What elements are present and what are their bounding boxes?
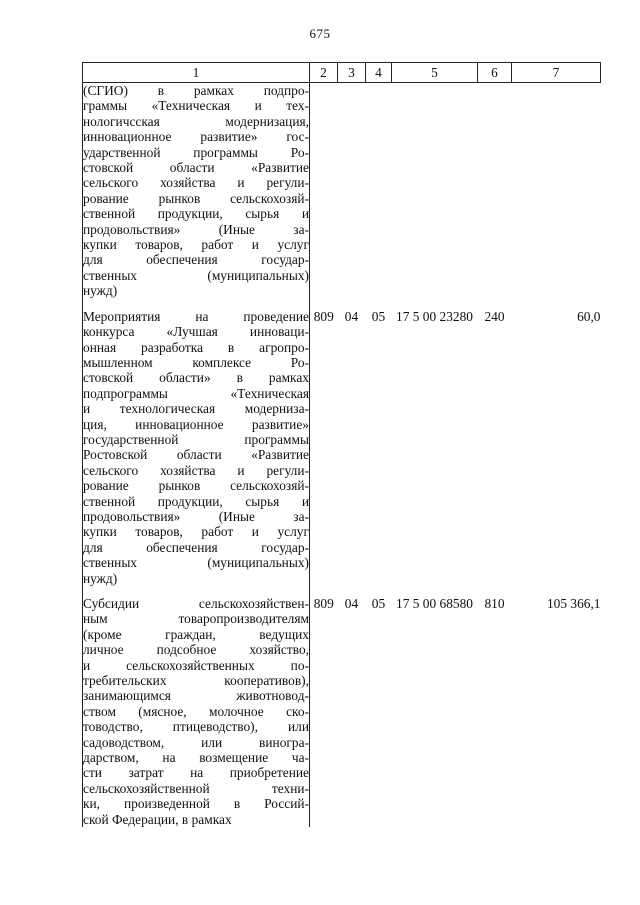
header-row — [83, 63, 601, 83]
description-line: конкурса «Лучшая инноваци- — [83, 324, 309, 340]
table-row — [83, 299, 601, 586]
cell-col-5 — [392, 83, 478, 299]
cell-amount: 60,0 — [577, 308, 601, 324]
cell-col-5: 17 5 00 23280 — [396, 308, 473, 324]
description-line: для обеспечения государ- — [83, 252, 309, 268]
cell-col-2: 809 — [313, 308, 334, 324]
description-line: купки товаров, работ и услуг — [83, 524, 309, 540]
row-description — [83, 586, 310, 827]
description-line: нологичсская модернизация, — [83, 113, 309, 129]
row-description — [83, 83, 310, 299]
description-line: стовской области «Развитие — [83, 160, 309, 176]
description-line: Субсидии сельскохозяйствен- — [83, 596, 309, 611]
description-line: и технологическая модерниза- — [83, 401, 309, 417]
description-line: ственных (муниципальных) — [83, 267, 309, 283]
cell-col-2 — [310, 83, 338, 299]
description-line: (кроме граждан, ведущих — [83, 626, 309, 642]
description-line: ция, инновационное развитие» — [83, 416, 309, 432]
cell-amount — [512, 83, 601, 299]
description-line: Ростовской области «Развитие — [83, 447, 309, 463]
cell-col-3 — [338, 83, 366, 299]
header-col-1: 1 — [83, 63, 310, 83]
description-line: продовольствия» (Иные за- — [83, 508, 309, 524]
cell-col-6: 240 — [484, 308, 505, 324]
cell-amount: 105 366,1 — [546, 596, 601, 611]
cell-col-5: 17 5 00 68580 — [396, 596, 473, 611]
page-number: 675 — [309, 26, 331, 41]
description-line: онная разработка в агропро- — [83, 339, 309, 355]
description-line: ным товаропроизводителям — [83, 611, 309, 627]
header-col-6: 6 — [478, 63, 512, 83]
description-line: нужд) — [83, 570, 118, 586]
header-col-4: 4 — [366, 63, 392, 83]
cell-col-3: 04 — [344, 308, 359, 324]
description-line: мышленном комплексе Ро- — [83, 354, 309, 370]
description-line: ки, произведенной в Россий- — [83, 796, 309, 812]
table-row — [83, 586, 601, 827]
description-line: нужд) — [83, 283, 118, 299]
header-col-2: 2 — [310, 63, 338, 83]
description-line: сельского хозяйства и регули- — [83, 175, 309, 191]
description-line: (СГИО) в рамках подпро- — [83, 83, 309, 98]
description-line: дарством, на возмещение ча- — [83, 750, 309, 766]
description-line: для обеспечения государ- — [83, 539, 309, 555]
description-line: садоводством, или виногра- — [83, 734, 309, 750]
description-line: подпрограммы «Техническая — [83, 385, 309, 401]
description-line: ской Федерации, в рамках — [83, 811, 232, 827]
cell-col-6 — [478, 83, 512, 299]
row-description — [83, 299, 310, 586]
description-line: товодство, птицеводство), или — [83, 719, 309, 735]
cell-col-2: 809 — [313, 596, 334, 611]
cell-col-4 — [366, 83, 392, 299]
cell-col-4: 05 — [371, 596, 386, 611]
description-line: граммы «Техническая и тех- — [83, 98, 309, 114]
description-line: личное подсобное хозяйство, — [83, 642, 309, 658]
description-line: требительских кооперативов), — [83, 673, 309, 689]
description-line: купки товаров, работ и услуг — [83, 237, 309, 253]
header-col-7: 7 — [512, 63, 601, 83]
description-line: ственных (муниципальных) — [83, 555, 309, 571]
description-line: стовской области» в рамках — [83, 370, 309, 386]
description-line: сельскохозяйственной техни- — [83, 780, 309, 796]
description-line: Мероприятия на проведение — [83, 308, 309, 324]
description-line: занимающимся животновод- — [83, 688, 309, 704]
header-col-3: 3 — [338, 63, 366, 83]
description-line: ственной продукции, сырья и — [83, 206, 309, 222]
description-line: ственной продукции, сырья и — [83, 493, 309, 509]
description-line: рование рынков сельскохозяй- — [83, 478, 309, 494]
description-line: ударственной программы Ро- — [83, 144, 309, 160]
description-line: рование рынков сельскохозяй- — [83, 190, 309, 206]
cell-col-6: 810 — [484, 596, 505, 611]
description-line: государственной программы — [83, 431, 309, 447]
header-col-5: 5 — [392, 63, 478, 83]
description-line: инновационное развитие» гос- — [83, 129, 309, 145]
description-line: сельского хозяйства и регули- — [83, 462, 309, 478]
cell-col-4: 05 — [371, 308, 386, 324]
description-line: и сельскохозяйственных по- — [83, 657, 309, 673]
description-line: продовольствия» (Иные за- — [83, 221, 309, 237]
cell-col-3: 04 — [344, 596, 359, 611]
table-row — [83, 83, 601, 299]
budget-table — [82, 62, 601, 827]
description-line: сти затрат на приобретение — [83, 765, 309, 781]
description-line: ством (мясное, молочное ско- — [83, 703, 309, 719]
